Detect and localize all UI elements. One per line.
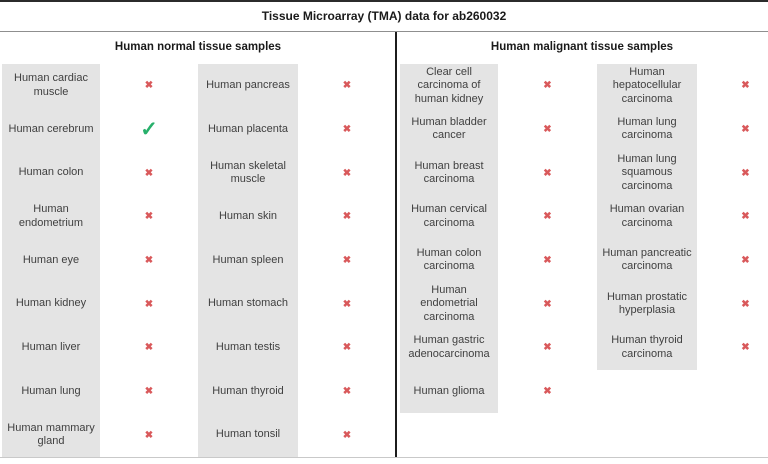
tissue-row — [400, 370, 597, 414]
tissue-row — [2, 413, 198, 457]
tissue-row — [597, 239, 768, 283]
tissue-label: Human bladder cancer — [400, 108, 498, 152]
tissue-label: Human colon carcinoma — [400, 239, 498, 283]
section-header-normal: Human normal tissue samples — [114, 41, 282, 53]
cross-icon: ✖ — [342, 123, 352, 135]
tissue-row — [400, 108, 597, 152]
tissue-label: Human spleen — [198, 239, 298, 283]
tissue-label: Human testis — [198, 326, 298, 370]
tissue-row — [198, 326, 396, 370]
result-cell — [298, 413, 396, 457]
tissue-row — [597, 151, 768, 195]
malignant-tissue-column-2 — [597, 64, 768, 370]
cross-icon: ✖ — [741, 167, 750, 179]
result-cell — [298, 195, 396, 239]
cross-icon: ✖ — [144, 167, 154, 179]
result-cell — [498, 64, 597, 108]
cross-icon: ✖ — [144, 429, 154, 441]
tissue-row — [2, 239, 198, 283]
cross-icon: ✖ — [741, 211, 750, 223]
tissue-label: Human ovarian carcinoma — [597, 195, 697, 239]
tissue-row — [198, 413, 396, 457]
tissue-row — [2, 151, 198, 195]
result-cell — [697, 151, 768, 195]
malignant-tissue-column-1 — [400, 64, 597, 413]
tissue-label: Human kidney — [2, 282, 100, 326]
tissue-row — [2, 282, 198, 326]
tissue-label: Human endometrial carcinoma — [400, 282, 498, 326]
cross-icon: ✖ — [741, 254, 750, 266]
tissue-row — [198, 239, 396, 283]
result-cell — [697, 326, 768, 370]
result-cell — [100, 326, 198, 370]
result-cell — [298, 108, 396, 152]
tissue-label: Human cervical carcinoma — [400, 195, 498, 239]
tissue-label: Human glioma — [400, 370, 498, 414]
result-cell — [298, 239, 396, 283]
tissue-row — [597, 108, 768, 152]
result-cell — [298, 370, 396, 414]
tissue-row — [597, 326, 768, 370]
result-cell — [498, 326, 597, 370]
result-cell — [498, 108, 597, 152]
result-cell — [100, 370, 198, 414]
tissue-label: Human cerebrum — [2, 108, 100, 152]
result-cell — [498, 195, 597, 239]
section-headers — [0, 32, 768, 62]
tissue-label: Human lung — [2, 370, 100, 414]
tissue-label: Human thyroid — [198, 370, 298, 414]
tissue-label: Human prostatic hyperplasia — [597, 282, 697, 326]
cross-icon: ✖ — [342, 167, 352, 179]
cross-icon: ✖ — [144, 342, 154, 354]
cross-icon: ✖ — [342, 342, 352, 354]
tissue-row — [2, 64, 198, 108]
result-cell — [100, 151, 198, 195]
cross-icon: ✖ — [543, 167, 552, 179]
tissue-row — [2, 370, 198, 414]
cross-icon: ✖ — [543, 123, 552, 135]
tissue-row — [198, 282, 396, 326]
result-cell — [498, 370, 597, 414]
result-cell — [298, 326, 396, 370]
tissue-row — [198, 108, 396, 152]
tissue-label: Human pancreatic carcinoma — [597, 239, 697, 283]
tissue-label: Human cardiac muscle — [2, 64, 100, 108]
result-cell — [498, 239, 597, 283]
check-icon: ✓ — [140, 117, 158, 141]
tissue-row — [400, 195, 597, 239]
tissue-label: Human tonsil — [198, 413, 298, 457]
tissue-label: Human lung squamous carcinoma — [597, 151, 697, 195]
tissue-label: Clear cell carcinoma of human kidney — [400, 64, 498, 108]
tissue-label: Human breast carcinoma — [400, 151, 498, 195]
result-cell — [100, 108, 198, 152]
tissue-row — [400, 326, 597, 370]
tissue-row — [198, 151, 396, 195]
tissue-label: Human thyroid carcinoma — [597, 326, 697, 370]
cross-icon: ✖ — [144, 385, 154, 397]
result-cell — [100, 413, 198, 457]
tissue-label: Human skin — [198, 195, 298, 239]
tissue-label: Human hepatocellular carcinoma — [597, 64, 697, 108]
cross-icon: ✖ — [543, 211, 552, 223]
tissue-row — [597, 282, 768, 326]
cross-icon: ✖ — [741, 80, 750, 92]
result-cell — [697, 282, 768, 326]
result-cell — [697, 239, 768, 283]
tissue-label: Human placenta — [198, 108, 298, 152]
cross-icon: ✖ — [342, 429, 352, 441]
cross-icon: ✖ — [741, 342, 750, 354]
bottom-border-line — [0, 457, 768, 458]
result-cell — [298, 151, 396, 195]
tissue-row — [400, 239, 597, 283]
section-header-malignant: Human malignant tissue samples — [490, 41, 674, 53]
tissue-row — [198, 195, 396, 239]
result-cell — [498, 151, 597, 195]
tissue-row — [597, 64, 768, 108]
tissue-row — [400, 64, 597, 108]
page-title: Tissue Microarray (TMA) data for ab260032 — [0, 2, 768, 32]
cross-icon: ✖ — [543, 80, 552, 92]
tissue-label: Human pancreas — [198, 64, 298, 108]
cross-icon: ✖ — [342, 211, 352, 223]
result-cell — [498, 282, 597, 326]
table-body — [0, 64, 768, 457]
tissue-label: Human gastric adenocarcinoma — [400, 326, 498, 370]
result-cell — [298, 64, 396, 108]
tissue-row — [400, 282, 597, 326]
cross-icon: ✖ — [741, 123, 750, 135]
tissue-row — [597, 195, 768, 239]
cross-icon: ✖ — [342, 80, 352, 92]
result-cell — [100, 195, 198, 239]
cross-icon: ✖ — [144, 298, 154, 310]
normal-tissue-column-1 — [2, 64, 198, 457]
tissue-label: Human stomach — [198, 282, 298, 326]
tissue-row — [2, 108, 198, 152]
cross-icon: ✖ — [543, 342, 552, 354]
tissue-row — [2, 326, 198, 370]
cross-icon: ✖ — [741, 298, 750, 310]
cross-icon: ✖ — [543, 298, 552, 310]
tissue-label: Human skeletal muscle — [198, 151, 298, 195]
cross-icon: ✖ — [144, 211, 154, 223]
normal-tissue-column-2 — [198, 64, 396, 457]
cross-icon: ✖ — [342, 254, 352, 266]
result-cell — [697, 64, 768, 108]
tissue-label: Human eye — [2, 239, 100, 283]
tissue-label: Human mammary gland — [2, 413, 100, 457]
result-cell — [100, 282, 198, 326]
tissue-label: Human liver — [2, 326, 100, 370]
cross-icon: ✖ — [342, 298, 352, 310]
cross-icon: ✖ — [543, 254, 552, 266]
tissue-label: Human colon — [2, 151, 100, 195]
cross-icon: ✖ — [144, 80, 154, 92]
tissue-row — [2, 195, 198, 239]
result-cell — [697, 108, 768, 152]
result-cell — [100, 239, 198, 283]
cross-icon: ✖ — [342, 385, 352, 397]
cross-icon: ✖ — [144, 254, 154, 266]
tissue-row — [198, 64, 396, 108]
tissue-row — [198, 370, 396, 414]
tissue-row — [400, 151, 597, 195]
result-cell — [100, 64, 198, 108]
result-cell — [697, 195, 768, 239]
cross-icon: ✖ — [543, 385, 552, 397]
result-cell — [298, 282, 396, 326]
tissue-label: Human lung carcinoma — [597, 108, 697, 152]
tissue-label: Human endometrium — [2, 195, 100, 239]
